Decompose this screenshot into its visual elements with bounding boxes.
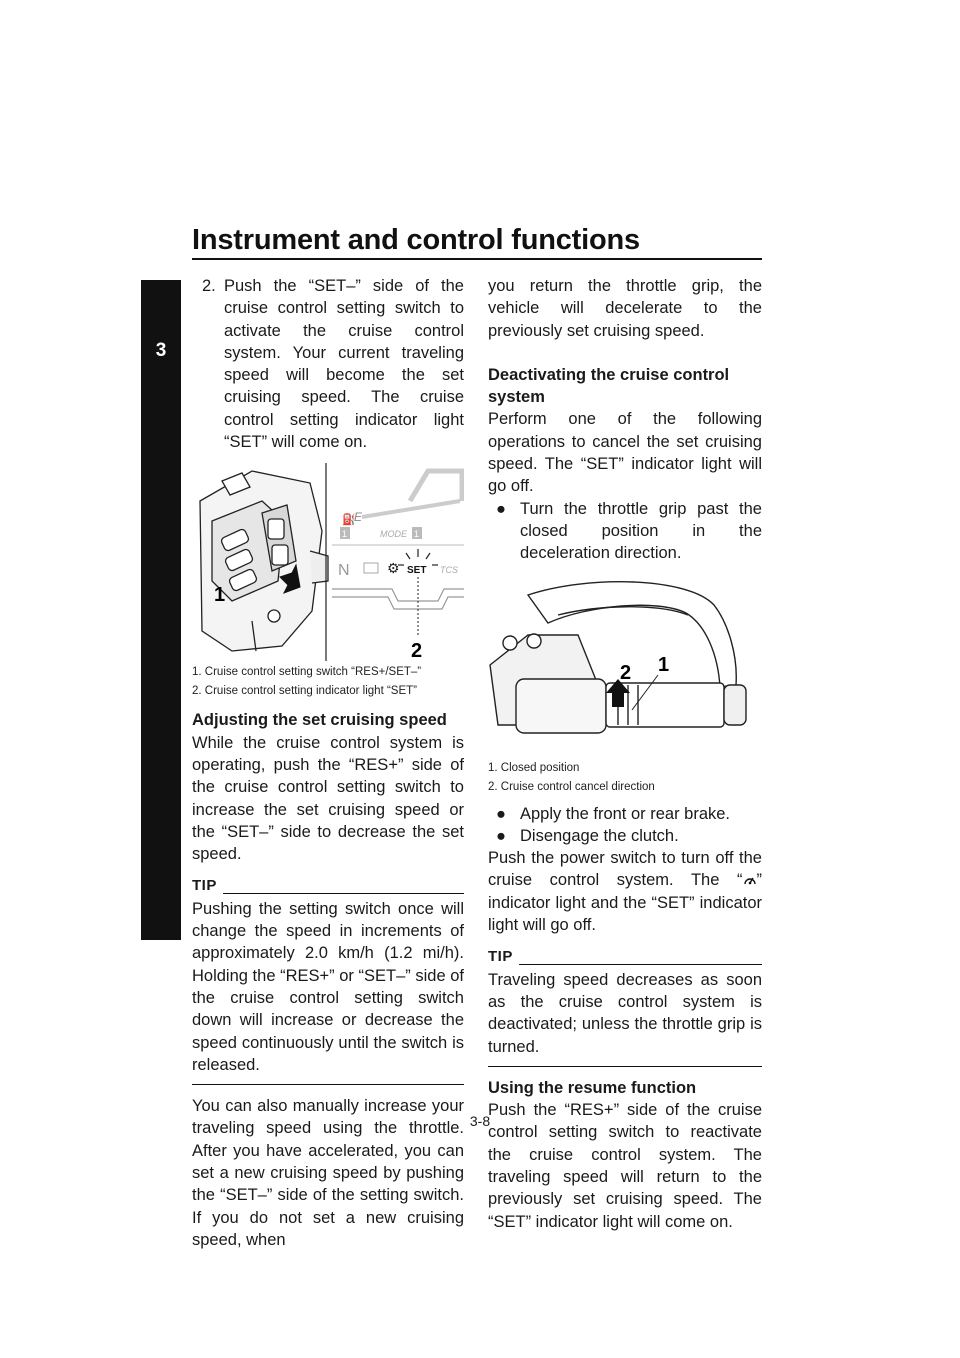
tip-divider <box>488 1066 762 1067</box>
header-rule <box>192 258 762 260</box>
tip-header <box>488 946 762 968</box>
paragraph: you return the throttle grip, the vehicle will decelerate to the previously set cruising speed. <box>488 277 762 340</box>
cruise-control-icon <box>743 874 757 888</box>
paragraph: Push the “RES+” side of the cruise control setting switch to reactivate the cruise control system. The traveling speed will return to the previously set cruising speed. The “SET” indicator light will come on. <box>488 1101 762 1231</box>
chapter-tab <box>141 280 181 940</box>
svg-text:1: 1 <box>342 529 348 540</box>
fig2-callout-2: 2 <box>620 661 632 684</box>
paragraph: While the cruise control system is operating, push the “RES+” side of the cruise control setting switch to increase the set cruising speed or the “SET–” side to decrease the set speed. <box>192 733 464 864</box>
svg-text:TCS: TCS <box>440 565 458 576</box>
figure-caption: 2. Cruise control setting indicator light “SET” <box>192 685 417 698</box>
section-heading: Deactivating the cruise control system <box>488 365 730 407</box>
svg-text:E: E <box>354 510 363 525</box>
right-column <box>488 275 762 1233</box>
throttle-grip-figure <box>488 575 762 759</box>
step-text: Push the “SET–” side of the cruise control setting switch to activate the cruise control system. Your current traveling speed will become the set cruising speed. The cruise control setting indicator light “SET” will come on. <box>224 277 464 452</box>
dashboard-drawing <box>332 471 464 637</box>
paragraph: You can also manually increase your traveling speed using the throttle. After you have accelerated, you can set a new cruising speed by pushing the “SET–” side of the setting switch. If you do not set a new cruising speed, when <box>192 1097 464 1249</box>
tip-text: Pushing the setting switch once will change the speed in increments of approximately 2.0 km/h (1.2 mi/h). Holding the “RES+” or “SET–” side of the cruise control setting switch down will increase or decrease the speed continuously until the switch is released. <box>192 899 464 1074</box>
list-item: ● Disengage the clutch. <box>488 825 762 847</box>
figure-caption: 1. Cruise control setting switch “RES+/SET–” <box>192 666 422 679</box>
chapter-number: 3 <box>155 340 167 361</box>
figure-caption: 2. Cruise control cancel direction <box>488 780 655 793</box>
switch-housing-drawing <box>200 471 328 651</box>
step-number: 2. <box>202 277 216 295</box>
bullet-icon: ● <box>496 499 506 518</box>
tip-header <box>192 875 464 897</box>
tip-text: Traveling speed decreases as soon as the cruise control system is deactivated; unless the throttle grip is turned. <box>488 970 762 1056</box>
fig1-callout-2: 2 <box>411 640 423 663</box>
tip-label: TIP <box>488 948 513 966</box>
svg-text:N: N <box>338 562 350 580</box>
list-item: ● Turn the throttle grip past the closed position in the deceleration direction. <box>488 498 762 565</box>
section-heading: Using the resume function <box>488 1078 697 1097</box>
page-title: Instrument and control functions <box>192 224 640 256</box>
left-column <box>192 275 464 1251</box>
section-heading: Adjusting the set cruising speed <box>192 711 447 730</box>
tip-divider <box>192 1084 464 1085</box>
tip-label: TIP <box>192 877 217 895</box>
svg-text:SET: SET <box>407 565 427 577</box>
figure-caption: 1. Closed position <box>488 761 580 774</box>
svg-text:⚙: ⚙ <box>387 560 400 577</box>
paragraph: Push the power switch to turn off the cruise control system. The “ ” indicator light and the “SET” indicator light will go off. <box>488 849 762 935</box>
svg-text:1: 1 <box>414 529 420 540</box>
fig1-callout-1: 1 <box>214 584 226 607</box>
paragraph: Perform one of the following operations to cancel the set cruising speed. The “SET” indicator light will go off. <box>488 410 762 496</box>
page-number: 3-8 <box>469 1113 491 1129</box>
svg-text:MODE: MODE <box>380 529 407 540</box>
step-2 <box>192 275 464 453</box>
list-item: ● Apply the front or rear brake. <box>488 803 762 825</box>
bullet-icon: ● <box>496 826 506 845</box>
handlebar-switch-figure <box>192 461 464 663</box>
bullet-icon: ● <box>496 804 506 823</box>
fig2-callout-1: 1 <box>658 653 670 676</box>
svg-text:⛽: ⛽ <box>342 514 356 527</box>
